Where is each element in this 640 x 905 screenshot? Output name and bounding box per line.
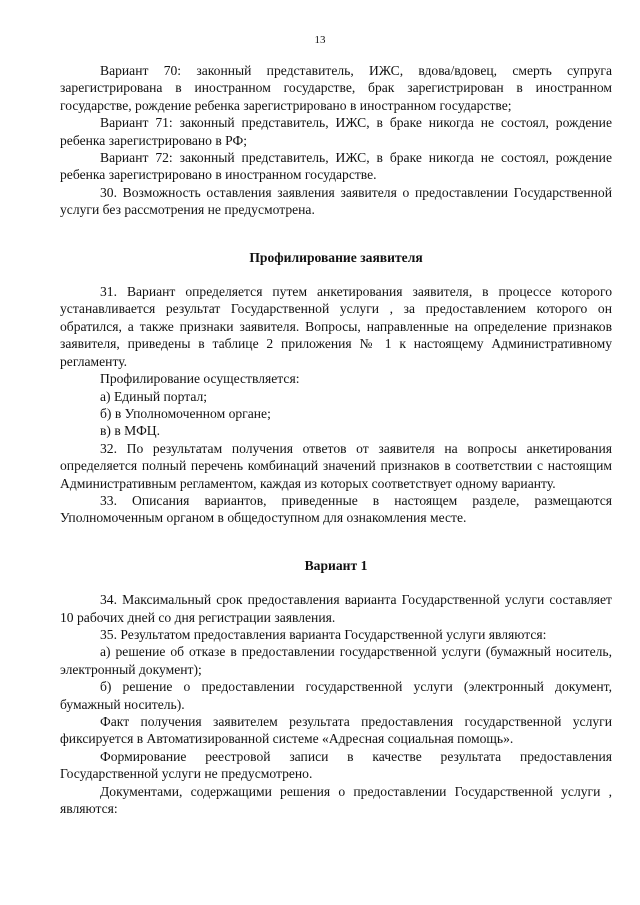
paragraph-34: 34. Максимальный срок предоставления варианта Государственной услуги составляет 10 рабочих дней со дня регистрации заявления. [60,592,612,625]
page-number: 13 [314,34,326,46]
section-heading-variant-1: Вариант 1 [304,557,368,573]
paragraph-result-fixation: Факт получения заявителем результата предоставления государственной услуги фиксируется в Автоматизированной системе «Адресная социальная помощь». [60,714,612,747]
list-item-a: а) Единый портал; [100,388,208,404]
list-item-b: б) в Уполномоченном органе; [100,405,271,421]
section-heading-profiling: Профилирование заявителя [249,249,423,265]
paragraph-profiling-intro: Профилирование осуществляется: [100,371,300,387]
paragraph-31: 31. Вариант определяется путем анкетирования заявителя, в процессе которого устанавливается результат Государственной услуги , за предоставлением которого он обратился, а также признаки заявителя. Вопросы, направленные на определение признаков заявителя, приведены в таблице 2 приложения № 1 к настоящему Административному регламенту. [60,284,612,369]
paragraph-30: 30. Возможность оставления заявления заявителя о предоставлении Государственной услуги без рассмотрения не предусмотрена. [60,184,612,218]
list-item-c: в) в МФЦ. [100,423,161,439]
paragraph-variant-70: Вариант 70: законный представитель, ИЖС, вдова/вдовец, смерть супруга зарегистрирована в иностранном государстве, брак зарегистрирован в иностранном государстве, рождение ребенка зарегистрировано в иностранном государстве; [60,63,612,113]
paragraph-decision-documents: Документами, содержащими решения о предоставлении Государственной услуги , являются: [60,783,612,817]
paragraph-registry-record: Формирование реестровой записи в качестве результата предоставления Государственной услуги не предусмотрено. [60,748,612,782]
paragraph-35: 35. Результатом предоставления варианта Государственной услуги являются: [100,626,547,642]
paragraph-33: 33. Описания вариантов, приведенные в настоящем разделе, размещаются Уполномоченным органом в общедоступном для ознакомления месте. [60,492,612,526]
document-body [60,62,612,817]
paragraph-variant-71: Вариант 71: законный представитель, ИЖС, в браке никогда не состоял, рождение ребенка зарегистрировано в РФ; [60,115,612,148]
list-item-b-decision: б) решение о предоставлении государственной услуги (электронный документ, бумажный носитель). [60,679,612,712]
list-item-a-refusal: а) решение об отказе в предоставлении государственной услуги (бумажный носитель, электронный документ); [60,644,612,677]
paragraph-32: 32. По результатам получения ответов от заявителя на вопросы анкетирования определяется полный перечень комбинаций значений признаков в соответствии с настоящим Административным регламентом, каждая из которых соответствует одному варианту. [60,440,612,491]
paragraph-variant-72: Вариант 72: законный представитель, ИЖС, в браке никогда не состоял, рождение ребенка зарегистрировано в иностранном государстве. [60,150,612,183]
